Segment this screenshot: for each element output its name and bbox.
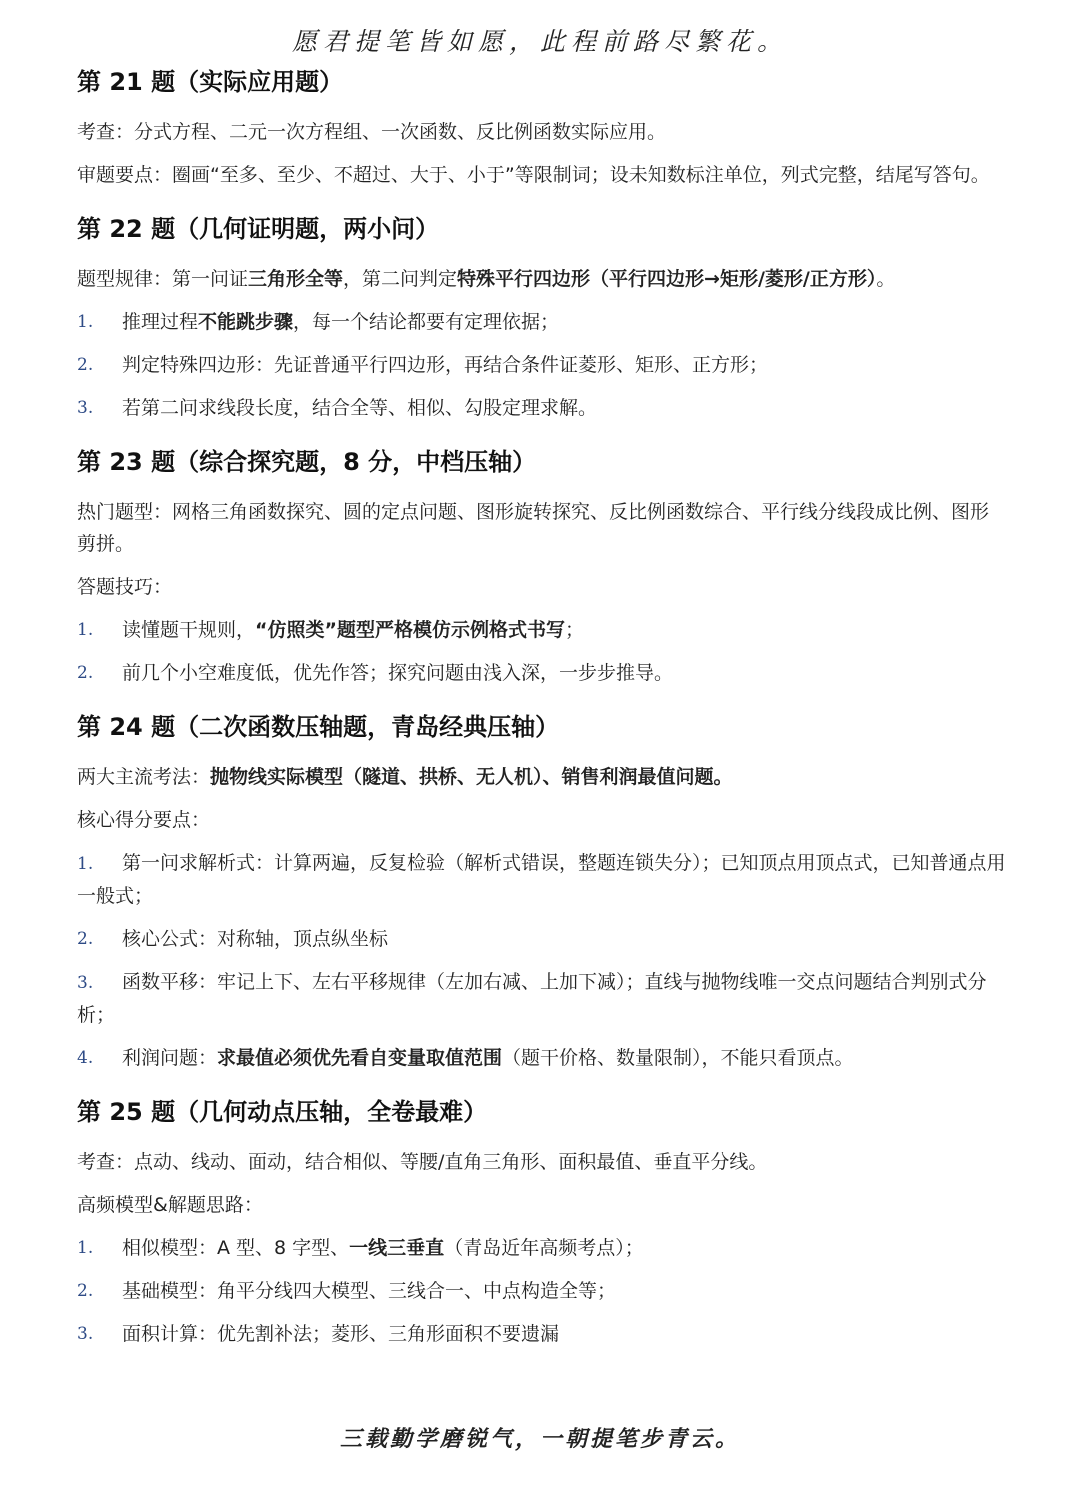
text-run: 相似模型：A 型、8 字型、 <box>122 1237 350 1259</box>
section-q25 <box>77 1092 1007 1350</box>
list-text: 判定特殊四边形：先证普通平行四边形，再结合条件证菱形、矩形、正方形； <box>122 354 769 376</box>
list-item <box>77 1318 1007 1350</box>
bold-text: 不能跳步骤 <box>198 311 294 333</box>
list-text: 若第二问求线段长度，结合全等、相似、勾股定理求解。 <box>122 397 598 419</box>
list-number: 1. <box>77 312 94 332</box>
bold-text: “仿照类”题型严格模仿示例格式书写 <box>255 619 565 641</box>
list-number: 3. <box>77 1324 94 1344</box>
paragraph: 审题要点：圈画“至多、至少、不超过、大于、小于”等限制词；设未知数标注单位，列式完整，结尾写答句。 <box>77 164 990 186</box>
paragraph: 高频模型&解题思路： <box>77 1194 263 1216</box>
list-item <box>77 1275 1007 1307</box>
list-number: 2. <box>77 929 94 949</box>
section-title: 第 21 题（实际应用题） <box>77 68 344 96</box>
list-item <box>77 614 1007 646</box>
section-title: 第 24 题（二次函数压轴题，青岛经典压轴） <box>77 713 560 741</box>
text-run: ，每一个结论都要有定理依据； <box>293 311 560 333</box>
list-item <box>77 1042 1007 1074</box>
list-text <box>122 1042 1007 1074</box>
list-number: 1. <box>77 620 94 640</box>
bold-text: 三角形全等 <box>248 268 344 290</box>
text-run: ，第二问判定 <box>343 268 458 290</box>
text-run: 题型规律：第一问证 <box>77 268 249 290</box>
list-text <box>122 614 1007 646</box>
text-run: （题干价格、数量限制），不能只看顶点。 <box>502 1047 854 1069</box>
list-text: 核心公式：对称轴，顶点纵坐标 <box>122 928 389 950</box>
paragraph: 热门题型：网格三角函数探究、圆的定点问题、图形旋转探究、反比例函数综合、平行线分线段成比例、图形剪拼。 <box>77 501 990 555</box>
bold-text: 特殊平行四边形（平行四边形→矩形/菱形/正方形） <box>457 268 877 290</box>
bold-text: 一线三垂直 <box>349 1237 445 1259</box>
list-number: 1. <box>77 854 94 874</box>
list-item <box>77 1232 1007 1264</box>
list-text: 前几个小空难度低，优先作答；探究问题由浅入深，一步步推导。 <box>122 662 674 684</box>
list-number: 2. <box>77 663 94 683</box>
list-item <box>77 966 1007 1031</box>
list-number: 4. <box>77 1048 94 1068</box>
list-text: 第一问求解析式：计算两遍，反复检验（解析式错误，整题连锁失分）；已知顶点用顶点式，已知普通点用一般式； <box>77 852 1006 907</box>
list-item <box>77 657 1007 689</box>
list-text <box>122 1232 1007 1264</box>
footer-motto: 三载勤学磨锐气，一朝提笔步青云。 <box>339 1426 740 1452</box>
section-title: 第 23 题（综合探究题，8 分，中档压轴） <box>77 448 537 476</box>
document-body <box>77 62 1007 1361</box>
section-q22 <box>77 209 1007 424</box>
paragraph: 考查：分式方程、二元一次方程组、一次函数、反比例函数实际应用。 <box>77 121 667 143</box>
section-q21 <box>77 62 1007 191</box>
list-text <box>122 306 1007 338</box>
list-item <box>77 392 1007 424</box>
text-run: 。 <box>876 268 896 290</box>
list-number: 3. <box>77 398 94 418</box>
paragraph: 核心得分要点： <box>77 809 211 831</box>
list-text: 面积计算：优先割补法；菱形、三角形面积不要遗漏 <box>122 1323 560 1345</box>
section-q23 <box>77 442 1007 689</box>
section-title: 第 22 题（几何证明题，两小问） <box>77 215 440 243</box>
header-motto: 愿君提笔皆如愿，此程前路尽繁花。 <box>291 27 788 56</box>
text-run: 读懂题干规则， <box>122 619 256 641</box>
list-item <box>77 923 1007 955</box>
list-text: 函数平移：牢记上下、左右平移规律（左加右减、上加下减）；直线与抛物线唯一交点问题结合判别式分析； <box>77 971 987 1026</box>
text-run: （青岛近年高频考点）； <box>444 1237 644 1259</box>
text-run: ； <box>565 619 585 641</box>
list-number: 2. <box>77 355 94 375</box>
bold-text: 抛物线实际模型（隧道、拱桥、无人机）、销售利润最值问题。 <box>210 766 733 788</box>
list-number: 3. <box>77 973 94 993</box>
list-number: 1. <box>77 1238 94 1258</box>
paragraph: 考查：点动、线动、面动，结合相似、等腰/直角三角形、面积最值、垂直平分线。 <box>77 1151 768 1173</box>
bold-text: 求最值必须优先看自变量取值范围 <box>217 1047 503 1069</box>
text-run: 两大主流考法： <box>77 766 211 788</box>
section-q24 <box>77 707 1007 1074</box>
list-item <box>77 847 1007 912</box>
text-run: 推理过程 <box>122 311 199 333</box>
list-number: 2. <box>77 1281 94 1301</box>
paragraph <box>77 263 1007 295</box>
list-item <box>77 306 1007 338</box>
paragraph <box>77 761 1007 793</box>
section-title: 第 25 题（几何动点压轴，全卷最难） <box>77 1098 488 1126</box>
paragraph: 答题技巧： <box>77 576 173 598</box>
text-run: 利润问题： <box>122 1047 218 1069</box>
list-text: 基础模型：角平分线四大模型、三线合一、中点构造全等； <box>122 1280 617 1302</box>
list-item <box>77 349 1007 381</box>
